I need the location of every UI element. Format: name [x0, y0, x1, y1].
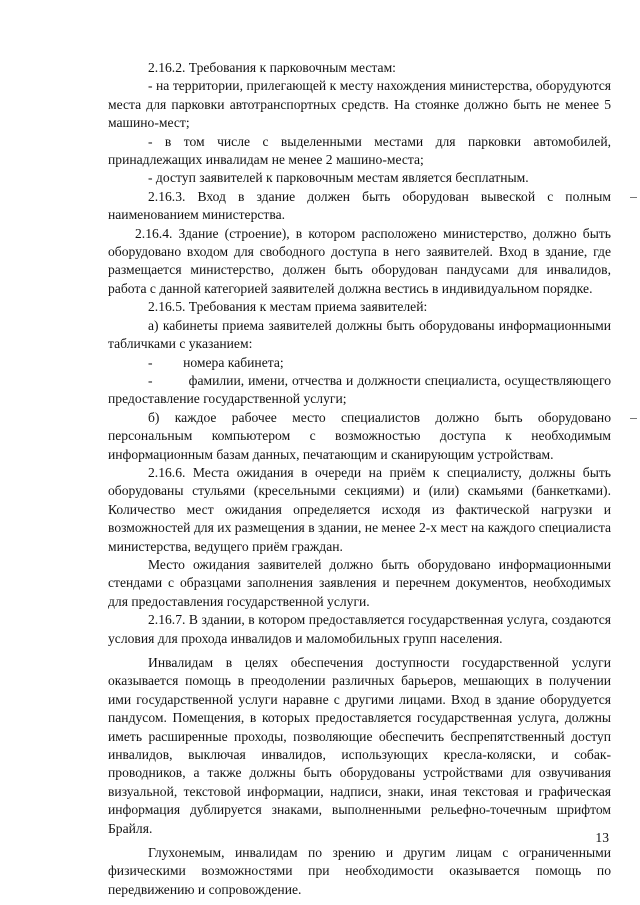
scan-edge-mark — [630, 197, 637, 198]
disabled-assistance-paragraph: Инвалидам в целях обеспечения доступности государственной услуги оказывается помощь в преодолении различных барьеров, мешающих в получении ими государственной услуги наравне с другими лицами. Вход в здание оборудуется пандусом. Помещения, в которых предоставляется государственная услуга, должны иметь расширенные проходы, позволяющие обеспечить беспрепятственный доступ инвалидов, выключая инвалидов, использующих кресла-коляски, и собак-проводников, а также должны быть оборудованы устройствами для озвучивания визуальной, текстовой информации, надписи, знаки, иная текстовая и графическая информация дублируется знаками, выполненными рельефно-точечным шрифтом Брайля. — [108, 655, 611, 836]
section-2-16-4-paragraph: 2.16.4. Здание (строение), в котором расположено министерство, должно быть оборудовано входом для свободного доступа в него заявителей. Вход в здание, где размещается министерство, должен быть оборудован пандусами для инвалидов, работа с данной категорией заявителей должна вестись в индивидуальном порядке. — [108, 225, 611, 296]
parking-free-access-item: - доступ заявителей к парковочным местам является бесплатным. — [148, 170, 529, 186]
section-2-16-3-paragraph: 2.16.3. Вход в здание должен быть оборудован вывеской с полным наименованием министерства. — [108, 188, 611, 223]
office-number-item: - номера кабинета; — [148, 354, 284, 370]
document-body — [108, 59, 611, 899]
scan-edge-mark — [630, 418, 637, 419]
section-2-16-7-paragraph: 2.16.7. В здании, в котором предоставляется государственная услуга, создаются условия для прохода инвалидов и маломобильных групп населения. — [108, 612, 611, 646]
section-2-16-6-paragraph: 2.16.6. Места ожидания в очереди на приём к специалисту, должны быть оборудованы стульями (кресельными секциями) и (или) скамьями (банкетками). Количество мест ожидания определяется исходя из фактической нагрузки и возможностей для их размещения в здании, не менее 2-х мест на каждого специалиста министерства, ведущего приём граждан. — [108, 464, 611, 554]
parking-disabled-item: - в том числе с выделенными местами для парковки автомобилей, принадлежащих инвалидам не менее 2 машино-места; — [108, 133, 611, 168]
waiting-area-stands-paragraph: Место ожидания заявителей должно быть оборудовано информационными стендами с образцами заполнения заявления и перечнем документов, необходимых для предоставления государственной услуги. — [108, 556, 611, 609]
deaf-blind-assistance-paragraph: Глухонемым, инвалидам по зрению и другим лицам с ограниченными физическими возможностями при необходимости оказывается помощь по передвижению и сопровождение. — [108, 845, 611, 897]
offices-signage-item: а) кабинеты приема заявителей должны быть оборудованы информационными табличками с указанием: — [108, 317, 611, 352]
specialist-name-item: - фамилии, имени, отчества и должности специалиста, осуществляющего предоставление государственной услуги; — [108, 372, 611, 407]
parking-territory-item: - на территории, прилегающей к месту нахождения министерства, оборудуются места для парковки автотранспортных средств. На стоянке должно быть не менее 5 машино-мест; — [108, 78, 611, 131]
workplace-equipment-item: б) каждое рабочее место специалистов должно быть оборудовано персональным компьютером с возможностью доступа к необходимым информационным базам данных, печатающим и сканирующим устройствам. — [108, 409, 611, 462]
section-2-16-5-heading: 2.16.5. Требования к местам приема заявителей: — [148, 299, 428, 315]
section-2-16-2-heading: 2.16.2. Требования к парковочным местам: — [148, 60, 396, 75]
page-number: 13 — [595, 830, 609, 845]
